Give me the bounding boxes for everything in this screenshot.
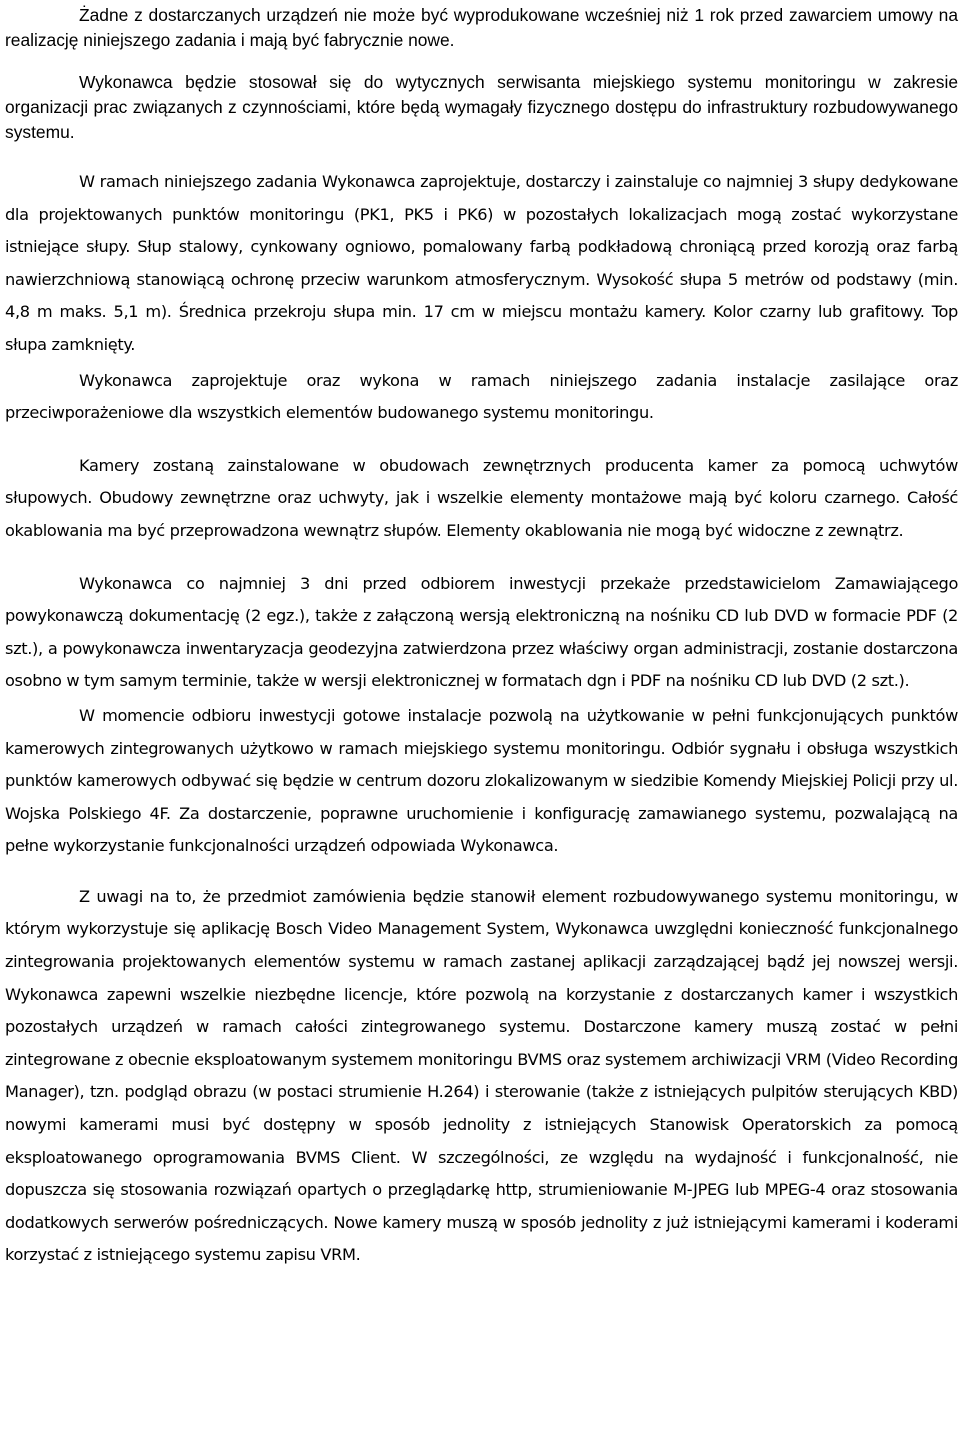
paragraph-device-age: Żadne z dostarczanych urządzeń nie może być wyprodukowane wcześniej niż 1 rok przed zawarciem umowy na realizację niniejszego zadania i mają być fabrycznie nowe.: [5, 5, 958, 50]
paragraph-acceptance: W momencie odbioru inwestycji gotowe instalacje pozwolą na użytkowanie w pełni funkcjonujących punktów kamerowych zintegrowanych użytkowo w ramach miejskiego systemu monitoringu. Odbiór sygnału i obsługa wszystkich punktów kamerowych odbywać się będzie w centrum dozoru zlokalizowanym w siedzibie Komendy Miejskiej Policji przy ul. Wojska Polskiego 4F. Za dostarczenie, poprawne uruchomienie i konfigurację zamawianego systemu, pozwalającą na pełne wykorzystanie funkcjonalności urządzeń odpowiada Wykonawca.: [5, 705, 958, 856]
paragraph-camera-housings: Kamery zostaną zainstalowane w obudowach zewnętrznych producenta kamer za pomocą uchwytów słupowych. Obudowy zewnętrzne oraz uchwyty, jak i wszelkie elementy montażowe mają być koloru czarnego. Całość okablowania ma być przeprowadzona wewnątrz słupów. Elementy okablowania nie mogą być widoczne z zewnątrz.: [5, 455, 958, 540]
paragraph-documentation: Wykonawca co najmniej 3 dni przed odbiorem inwestycji przekaże przedstawicielom Zamawiającego powykonawczą dokumentację (2 egz.), także z załączoną wersją elektroniczną na nośniku CD lub DVD w formacie PDF (2 szt.), a powykonawcza inwentaryzacja geodezyjna zatwierdzona przez właściwy organ administracji, zostanie dostarczona osobno w tym samym terminie, także w wersji elektronicznej w formatach dgn i PDF na nośniku CD lub DVD (2 szt.).: [5, 573, 958, 691]
paragraph-poles: W ramach niniejszego zadania Wykonawca zaprojektuje, dostarczy i zainstaluje co najmniej 3 słupy dedykowane dla projektowanych punktów monitoringu (PK1, PK5 i PK6) w pozostałych lokalizacjach mogą zostać wykorzystane istniejące słupy. Słup stalowy, cynkowany ogniowo, pomalowany farbą podkładową chroniącą przed korozją oraz farbą nawierzchniową stanowiącą ochronę przeciw warunkom atmosferycznym. Wysokość słupa 5 metrów od podstawy (min. 4,8 m maks. 5,1 m). Średnica przekroju słupa min. 17 cm w miejscu montażu kamery. Kolor czarny lub grafitowy. Top słupa zamknięty.: [5, 172, 958, 354]
paragraph-power-installations: Wykonawca zaprojektuje oraz wykona w ramach niniejszego zadania instalacje zasilające oraz przeciwporażeniowe dla wszystkich elementów budowanego systemu monitoringu.: [5, 370, 958, 423]
paragraph-bvms-integration: Z uwagi na to, że przedmiot zamówienia będzie stanowił element rozbudowywanego systemu monitoringu, w którym wykorzystuje się aplikację Bosch Video Management System, Wykonawca uwzględni konieczność funkcjonalnego zintegrowania projektowanych elementów systemu w ramach zastanej aplikacji zarządzającej bądź jej nowszej wersji. Wykonawca zapewni wszelkie niezbędne licencje, które pozwolą na korzystanie z dostarczanych kamer i wszystkich pozostałych urządzeń w ramach całości zintegrowanego systemu. Dostarczone kamery muszą zostać w pełni zintegrowane z obecnie eksploatowanym systemem monitoringu BVMS oraz systemem archiwizacji VRM (Video Recording Manager), tzn. podgląd obrazu (w postaci strumienie H.264) i sterowanie (także z istniejących pulpitów sterujących KBD) nowymi kamerami musi być dostępny w sposób jednolity z istniejących Stanowisk Operatorskich za pomocą eksploatowanego oprogramowania BVMS Client. W szczególności, ze względu na wydajność i funkcjonalność, nie dopuszcza się stosowania rozwiązań opartych o przeglądarkę http, strumieniowanie M-JPEG lub MPEG-4 oraz stosowania dodatkowych serwerów pośredniczących. Nowe kamery muszą w sposób jednolity z już istniejącymi kamerami i koderami korzystać z istniejącego systemu zapisu VRM.: [5, 886, 958, 1265]
paragraph-service-guidelines: Wykonawca będzie stosował się do wytycznych serwisanta miejskiego systemu monitoringu w zakresie organizacji prac związanych z czynnościami, które będą wymagały fizycznego dostępu do infrastruktury rozbudowywanego systemu.: [5, 72, 958, 142]
